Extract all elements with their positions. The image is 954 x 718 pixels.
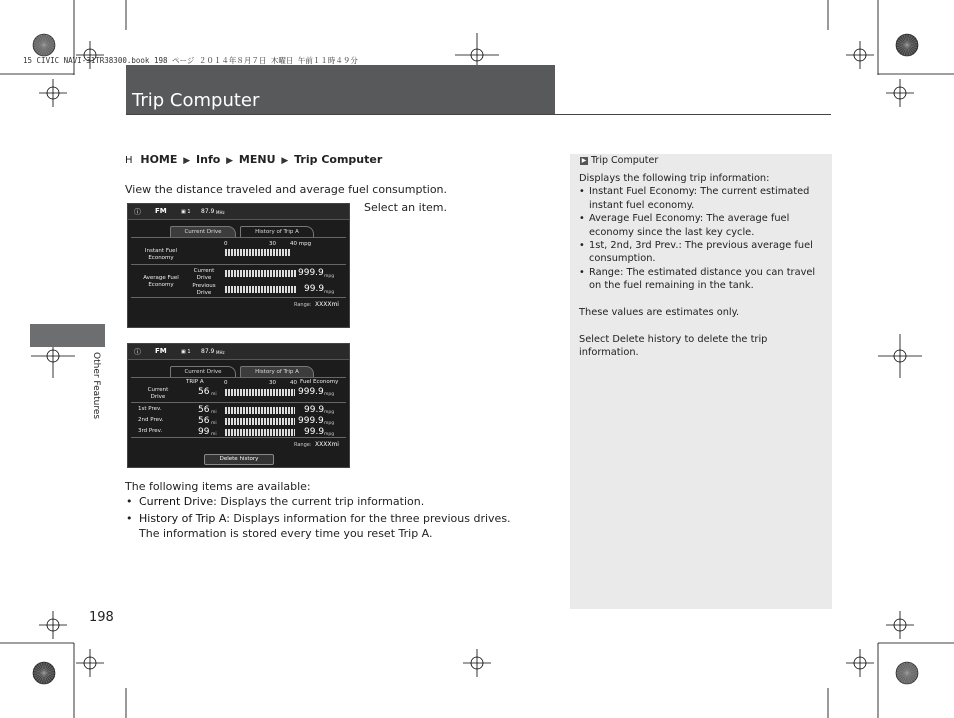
screen-tabs [168, 366, 348, 376]
note-item-term: Range [589, 266, 621, 278]
screen-status-bar [128, 344, 349, 360]
mpg-unit: mpg [324, 410, 335, 415]
note-item [579, 185, 824, 212]
scale-0: 0 [224, 241, 228, 247]
band-label: FM [155, 207, 167, 215]
scale-30: 30 [269, 380, 276, 386]
note-select-post: to delete the trip information. [579, 333, 768, 359]
tab-history-trip-a[interactable]: History of Trip A [240, 226, 314, 238]
list-item [125, 494, 525, 510]
title-rule [126, 114, 831, 115]
frequency: 87.9 [201, 208, 215, 215]
side-section-tab [30, 324, 105, 347]
mi-unit: mi [211, 392, 217, 397]
range-value: XXXXmi [315, 441, 339, 448]
breadcrumb-separator-icon: ▶ [281, 156, 289, 166]
history-row-bar [225, 418, 295, 425]
tab-history-trip-a[interactable]: History of Trip A [240, 366, 314, 378]
screen-tabs [168, 226, 348, 236]
history-row-value: 99.9 [304, 427, 325, 437]
current-drive-label: Current Drive [193, 268, 215, 281]
frequency: 87.9 [201, 348, 215, 355]
note-icon: ▶ [581, 156, 587, 164]
note-item-term: Average Fuel Economy [589, 213, 700, 225]
mpg-unit: mpg [324, 421, 335, 426]
band-label: FM [155, 347, 167, 355]
breadcrumb-separator-icon: ▶ [183, 156, 191, 166]
side-note [570, 154, 832, 609]
previous-drive-label: Previous Drive [192, 283, 216, 296]
items-list [125, 494, 525, 543]
list-item-text: : Displays the current trip information. [213, 495, 425, 508]
note-item-term: 1st, 2nd, 3rd Prev. [589, 240, 679, 252]
history-row-distance: 99 [198, 427, 210, 437]
print-header-line: 15 CIVIC NAVI-31TR38300.book 198 ページ ２０１４年８月７日 木曜日 午前１１時４９分 [23, 56, 358, 65]
fuel-economy-label: Fuel Economy [300, 379, 339, 385]
info-icon: ⓘ [134, 208, 141, 216]
divider [131, 402, 346, 403]
home-icon: H [125, 155, 133, 166]
side-section-label: Other Features [91, 352, 101, 420]
history-row-distance: 56 [198, 416, 210, 426]
screen-status-bar [128, 204, 349, 220]
history-row-value: 999.9 [298, 416, 324, 426]
note-item-text: : The previous average fuel consumption. [589, 240, 813, 265]
scale-40: 40 mpg [290, 241, 312, 247]
history-row-bar [225, 407, 295, 414]
current-drive-value: 999.9 [298, 268, 324, 278]
note-select-term: Delete history [612, 333, 682, 345]
note-item [579, 212, 824, 239]
history-row-value: 99.9 [304, 405, 325, 415]
instant-fuel-bar [225, 249, 291, 256]
average-fuel-label: Average Fuel Economy [143, 275, 179, 288]
previous-drive-bar [225, 286, 297, 293]
list-item-term: History of Trip A [139, 511, 227, 525]
mpg-unit: mpg [324, 290, 335, 295]
breadcrumb-home: HOME [140, 153, 178, 166]
divider [131, 377, 346, 378]
note-item-text: : The average fuel economy since the last key cycle. [589, 213, 790, 238]
history-row-label: Current Drive [147, 387, 169, 400]
divider [131, 264, 346, 265]
breadcrumb-info: Info [196, 153, 221, 166]
frequency-unit: MHz [216, 210, 225, 215]
note-title [580, 155, 658, 166]
history-row-distance: 56 [198, 405, 210, 415]
range-value: XXXXmi [315, 301, 339, 308]
title-bar [126, 65, 555, 115]
breadcrumb [125, 153, 382, 166]
screen-current-drive [127, 203, 350, 328]
history-row-distance: 56 [198, 387, 210, 397]
preset-icon: ▣ 1 [181, 209, 191, 215]
note-body [579, 172, 824, 360]
note-intro: Displays the following trip information: [579, 173, 770, 184]
range-label: Range: [294, 302, 312, 308]
scale-30: 30 [269, 241, 276, 247]
mi-unit: mi [211, 410, 217, 415]
list-item-term: Current Drive [139, 495, 214, 508]
list-item [125, 511, 525, 542]
range-label: Range: [294, 442, 312, 448]
history-row-label: 2nd Prev. [138, 417, 164, 423]
scale-0: 0 [224, 380, 228, 386]
mpg-unit: mpg [324, 392, 335, 397]
screen-history-trip-a [127, 343, 350, 468]
divider [131, 297, 346, 298]
previous-drive-value: 99.9 [304, 284, 325, 294]
mi-unit: mi [211, 432, 217, 437]
mi-unit: mi [211, 421, 217, 426]
note-item [579, 266, 824, 293]
instant-fuel-label: Instant Fuel Economy [144, 248, 178, 261]
note-select-line [579, 333, 824, 360]
following-items-text: The following items are available: [125, 480, 311, 493]
breadcrumb-trip-computer: Trip Computer [294, 153, 383, 166]
note-select-pre: Select [579, 333, 613, 345]
divider [131, 237, 346, 238]
frequency-unit: MHz [216, 350, 225, 355]
page-title: Trip Computer [132, 90, 260, 111]
select-item-text: Select an item. [364, 201, 447, 214]
scale-40: 40 [290, 380, 297, 386]
current-drive-bar [225, 270, 297, 277]
note-item-term: Instant Fuel Economy [589, 186, 694, 198]
trip-a-label: TRIP A [186, 379, 204, 385]
note-estimates: These values are estimates only. [579, 307, 740, 319]
breadcrumb-separator-icon: ▶ [226, 156, 234, 166]
info-icon: ⓘ [134, 348, 141, 356]
tab-current-drive[interactable]: Current Drive [170, 226, 236, 238]
tab-current-drive[interactable]: Current Drive [170, 366, 236, 378]
note-item-text: : The current estimated instant fuel economy. [589, 186, 810, 211]
note-item [579, 239, 824, 266]
page-number: 198 [89, 610, 114, 625]
note-item-text: : The estimated distance you can travel on the fuel remaining in the tank. [589, 266, 816, 292]
history-row-value: 999.9 [298, 387, 324, 397]
breadcrumb-menu: MENU [238, 153, 276, 166]
list-item-text: : Displays information for the three previous drives. The information is stored every time you reset Trip A. [139, 511, 511, 540]
history-row-label: 1st Prev. [138, 406, 162, 412]
intro-text: View the distance traveled and average fuel consumption. [125, 183, 448, 196]
divider [131, 437, 346, 438]
preset-icon: ▣ 1 [181, 349, 191, 355]
history-row-bar [225, 429, 295, 436]
mpg-unit: mpg [324, 274, 335, 279]
history-row-label: 3rd Prev. [138, 428, 163, 434]
history-row-bar [225, 389, 295, 396]
delete-history-button[interactable]: Delete history [204, 454, 274, 465]
note-title-text: Trip Computer [591, 155, 659, 166]
mpg-unit: mpg [324, 432, 335, 437]
